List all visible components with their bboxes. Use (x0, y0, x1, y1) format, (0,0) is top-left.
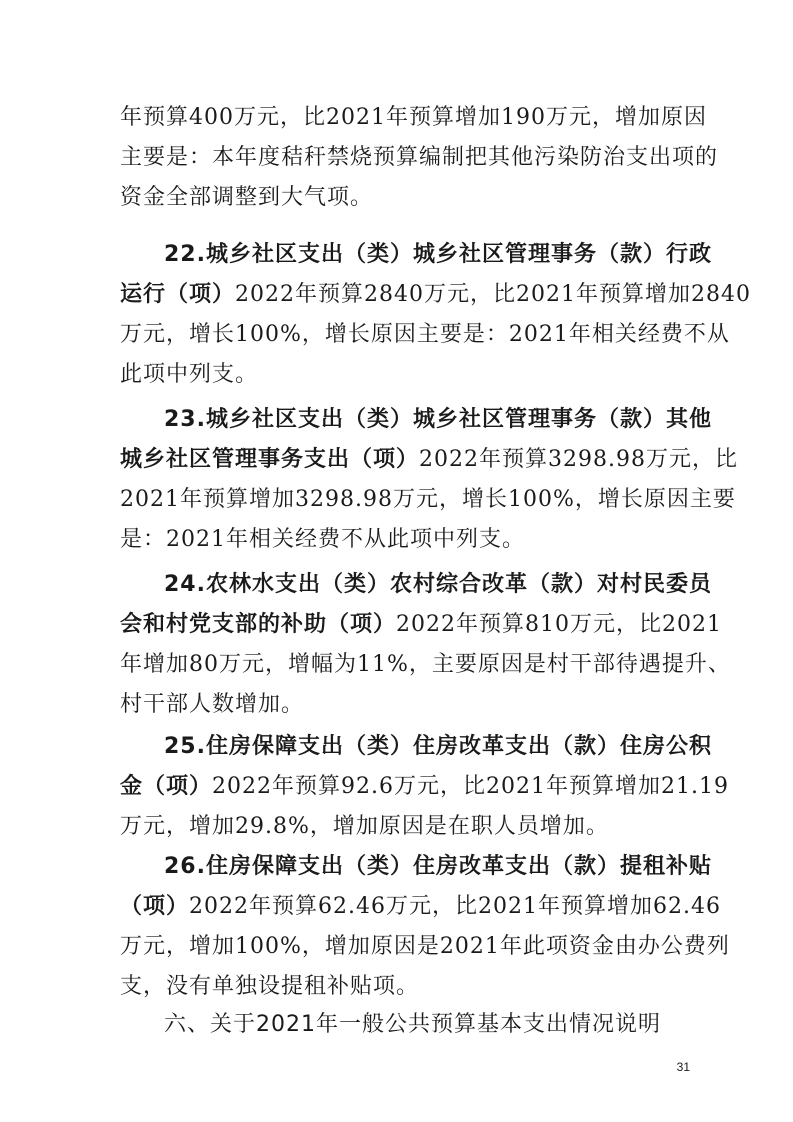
bold-heading-text: 运行（项） (120, 282, 236, 307)
paragraph-line (120, 320, 730, 350)
body-text-run: 2022年预算3298.98万元，比 (419, 447, 738, 472)
paragraph-line (120, 812, 676, 842)
paragraph-line (120, 360, 676, 390)
body-text-run: 是：2021年相关经费不从此项中列支。 (120, 527, 525, 552)
page-number: 31 (676, 1060, 690, 1074)
bold-heading-text: 23.城乡社区支出（类）城乡社区管理事务（款）其他 (164, 407, 712, 432)
bold-heading-text: 22.城乡社区支出（类）城乡社区管理事务（款）行政 (164, 242, 712, 267)
bold-heading-text: 25.住房保障支出（类）住房改革支出（款）住房公积 (164, 734, 712, 759)
bold-heading-text: 24.农林水支出（类）农村综合改革（款）对村民委员 (164, 572, 712, 597)
paragraph-line (164, 570, 712, 600)
body-text-run: 万元，增长100%，增长原因主要是：2021年相关经费不从 (120, 322, 730, 347)
paragraph-line (164, 405, 712, 435)
body-text-run: 2022年预算92.6万元，比2021年预算增加21.19 (212, 774, 729, 799)
paragraph-line (164, 732, 712, 762)
paragraph-line (120, 103, 707, 133)
paragraph-line (120, 143, 719, 173)
paragraph-line (120, 650, 731, 680)
paragraph-line (120, 690, 676, 720)
paragraph-line (120, 525, 676, 555)
body-text-run: 万元，增加29.8%，增加原因是在职人员增加。 (120, 814, 609, 839)
body-text-run: 万元，增加100%，增加原因是2021年此项资金由办公费列 (120, 934, 730, 959)
body-text-run: 2021年预算增加3298.98万元，增长100%，增长原因主要 (120, 487, 736, 512)
paragraph-line (120, 892, 721, 922)
body-text-run: 2022年预算810万元，比2021 (396, 612, 722, 637)
paragraph-line (120, 485, 736, 515)
bold-heading-text: 26.住房保障支出（类）住房改革支出（款）提租补贴 (164, 854, 712, 879)
paragraph-line (120, 280, 751, 310)
paragraph-line (120, 972, 676, 1002)
body-text-run: 年预算400万元，比2021年预算增加190万元，增加原因 (120, 105, 707, 130)
body-text-run: 资金全部调整到大气项。 (120, 185, 374, 210)
body-text-run: 2022年预算2840万元，比2021年预算增加2840 (235, 282, 751, 307)
paragraph-line (164, 852, 712, 882)
bold-heading-text: （项） (120, 894, 190, 919)
paragraph-line (120, 183, 676, 213)
bold-heading-text: 会和村党支部的补助（项） (120, 612, 397, 637)
bold-heading-text: 金（项） (120, 774, 213, 799)
body-text-run: 2022年预算62.46万元，比2021年预算增加62.46 (189, 894, 721, 919)
paragraph-line (120, 772, 729, 802)
body-text-run: 年增加80万元，增幅为11%，主要原因是村干部待遇提升、 (120, 652, 731, 677)
paragraph-line (120, 932, 730, 962)
paragraph-line (120, 445, 738, 475)
bold-heading-text: 城乡社区管理事务支出（项） (120, 447, 420, 472)
paragraph-line (164, 240, 712, 270)
body-text-run: 此项中列支。 (120, 362, 259, 387)
body-text-run: 主要是：本年度秸秆禁烧预算编制把其他污染防治支出项的 (120, 145, 719, 170)
body-text-run: 支，没有单独设提租补贴项。 (120, 974, 420, 999)
body-text-run: 村干部人数增加。 (120, 692, 305, 717)
section-heading: 六、关于2021年一般公共预算基本支出情况说明 (164, 1012, 661, 1037)
paragraph-line (120, 610, 722, 640)
